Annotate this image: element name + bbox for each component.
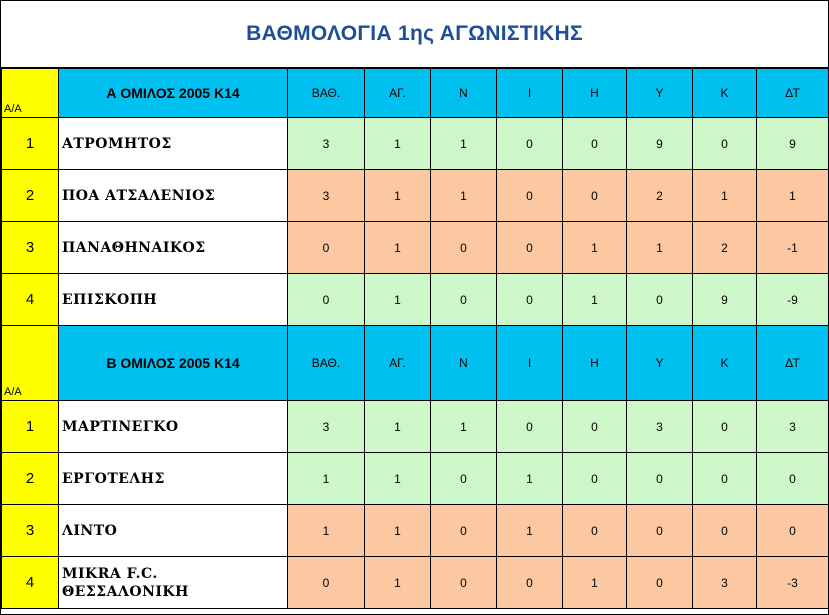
table-row <box>2 557 829 609</box>
group-name: Α ΟΜΙΛΟΣ 2005 Κ14 <box>59 69 288 118</box>
standings-table <box>1 68 829 609</box>
rank-cell: 4 <box>2 274 59 326</box>
team-name: ΕΠΙΣΚΟΠΗ <box>59 274 288 326</box>
table-row <box>2 453 829 505</box>
stat-draws: 0 <box>497 557 563 609</box>
team-name: ΑΤΡΟΜΗΤΟΣ <box>59 118 288 170</box>
stat-played: 1 <box>365 401 431 453</box>
stat-losses: 1 <box>563 274 627 326</box>
group-name: Β ΟΜΙΛΟΣ 2005 Κ14 <box>59 326 288 401</box>
stat-wins: 1 <box>431 401 497 453</box>
stat-goal-diff: 9 <box>757 118 829 170</box>
stat-goals-for: 1 <box>627 222 693 274</box>
rank-cell: 3 <box>2 222 59 274</box>
team-name: MIKRA F.C. ΘΕΣΣΑΛΟΝΙΚΗ <box>59 557 288 609</box>
team-name: ΠΑΝΑΘΗΝΑΙΚΟΣ <box>59 222 288 274</box>
column-header-played: ΑΓ. <box>365 326 431 401</box>
stat-losses: 0 <box>563 505 627 557</box>
column-header-played: ΑΓ. <box>365 69 431 118</box>
table-row <box>2 505 829 557</box>
stat-wins: 0 <box>431 222 497 274</box>
stat-goals-for: 0 <box>627 557 693 609</box>
column-header-goals-against: Κ <box>693 69 757 118</box>
stat-wins: 0 <box>431 505 497 557</box>
table-row <box>2 170 829 222</box>
stat-goal-diff: 0 <box>757 505 829 557</box>
stat-draws: 0 <box>497 118 563 170</box>
standings-body <box>2 69 829 609</box>
stat-goals-for: 2 <box>627 170 693 222</box>
stat-draws: 1 <box>497 453 563 505</box>
stat-wins: 1 <box>431 118 497 170</box>
stat-points: 1 <box>288 505 365 557</box>
stat-losses: 0 <box>563 401 627 453</box>
column-header-losses: Η <box>563 326 627 401</box>
stat-draws: 0 <box>497 170 563 222</box>
rank-cell: 4 <box>2 557 59 609</box>
page-title: ΒΑΘΜΟΛΟΓΙΑ 1ης ΑΓΩΝΙΣΤΙΚΗΣ <box>246 22 583 45</box>
stat-goal-diff: -9 <box>757 274 829 326</box>
stat-points: 0 <box>288 274 365 326</box>
column-header-draws: Ι <box>497 69 563 118</box>
stat-goals-for: 0 <box>627 505 693 557</box>
column-header-goal-diff: ΔΤ <box>757 326 829 401</box>
stat-goal-diff: -1 <box>757 222 829 274</box>
title-bar <box>1 1 828 68</box>
stat-played: 1 <box>365 453 431 505</box>
stat-goals-against: 0 <box>693 453 757 505</box>
table-row <box>2 222 829 274</box>
stat-losses: 0 <box>563 118 627 170</box>
stat-wins: 0 <box>431 557 497 609</box>
stat-losses: 1 <box>563 222 627 274</box>
stat-losses: 0 <box>563 170 627 222</box>
team-name: ΠΟΑ ΑΤΣΑΛΕΝΙΟΣ <box>59 170 288 222</box>
stat-points: 0 <box>288 222 365 274</box>
group-header-row <box>2 69 829 118</box>
column-header-draws: Ι <box>497 326 563 401</box>
table-row <box>2 274 829 326</box>
stat-goals-against: 3 <box>693 557 757 609</box>
stat-played: 1 <box>365 274 431 326</box>
stat-goals-against: 2 <box>693 222 757 274</box>
stat-points: 1 <box>288 453 365 505</box>
stat-goal-diff: 3 <box>757 401 829 453</box>
stat-points: 3 <box>288 401 365 453</box>
stat-played: 1 <box>365 222 431 274</box>
stat-goals-against: 0 <box>693 118 757 170</box>
column-header-losses: Η <box>563 69 627 118</box>
stat-goals-for: 3 <box>627 401 693 453</box>
stat-draws: 0 <box>497 401 563 453</box>
column-header-goal-diff: ΔΤ <box>757 69 829 118</box>
rank-cell: 2 <box>2 170 59 222</box>
stat-draws: 1 <box>497 505 563 557</box>
column-header-goals-for: Υ <box>627 69 693 118</box>
stat-played: 1 <box>365 505 431 557</box>
stat-goals-against: 9 <box>693 274 757 326</box>
rank-cell: 1 <box>2 401 59 453</box>
stat-wins: 1 <box>431 170 497 222</box>
table-row <box>2 401 829 453</box>
stat-losses: 0 <box>563 453 627 505</box>
rank-cell: 2 <box>2 453 59 505</box>
stat-points: 3 <box>288 118 365 170</box>
stat-points: 0 <box>288 557 365 609</box>
stat-goals-for: 0 <box>627 453 693 505</box>
stat-goals-against: 0 <box>693 505 757 557</box>
stat-goal-diff: 0 <box>757 453 829 505</box>
stat-played: 1 <box>365 118 431 170</box>
stat-losses: 1 <box>563 557 627 609</box>
team-name: ΜΑΡΤΙΝΕΓΚΟ <box>59 401 288 453</box>
stat-wins: 0 <box>431 274 497 326</box>
column-header-points: ΒΑΘ. <box>288 69 365 118</box>
column-header-goals-against: Κ <box>693 326 757 401</box>
stat-goals-against: 0 <box>693 401 757 453</box>
column-header-goals-for: Υ <box>627 326 693 401</box>
column-header-wins: Ν <box>431 69 497 118</box>
stat-goals-against: 1 <box>693 170 757 222</box>
rank-cell: 1 <box>2 118 59 170</box>
stat-goals-for: 9 <box>627 118 693 170</box>
table-row <box>2 118 829 170</box>
team-name: ΕΡΓΟΤΕΛΗΣ <box>59 453 288 505</box>
column-header-wins: Ν <box>431 326 497 401</box>
aa-header: Α/Α <box>2 326 59 401</box>
stat-played: 1 <box>365 557 431 609</box>
team-name: ΛΙΝΤΟ <box>59 505 288 557</box>
stat-wins: 0 <box>431 453 497 505</box>
stat-goal-diff: 1 <box>757 170 829 222</box>
stat-draws: 0 <box>497 274 563 326</box>
stat-goals-for: 0 <box>627 274 693 326</box>
aa-header: Α/Α <box>2 69 59 118</box>
group-header-row <box>2 326 829 401</box>
column-header-points: ΒΑΘ. <box>288 326 365 401</box>
rank-cell: 3 <box>2 505 59 557</box>
stat-points: 3 <box>288 170 365 222</box>
stat-draws: 0 <box>497 222 563 274</box>
stat-played: 1 <box>365 170 431 222</box>
stat-goal-diff: -3 <box>757 557 829 609</box>
